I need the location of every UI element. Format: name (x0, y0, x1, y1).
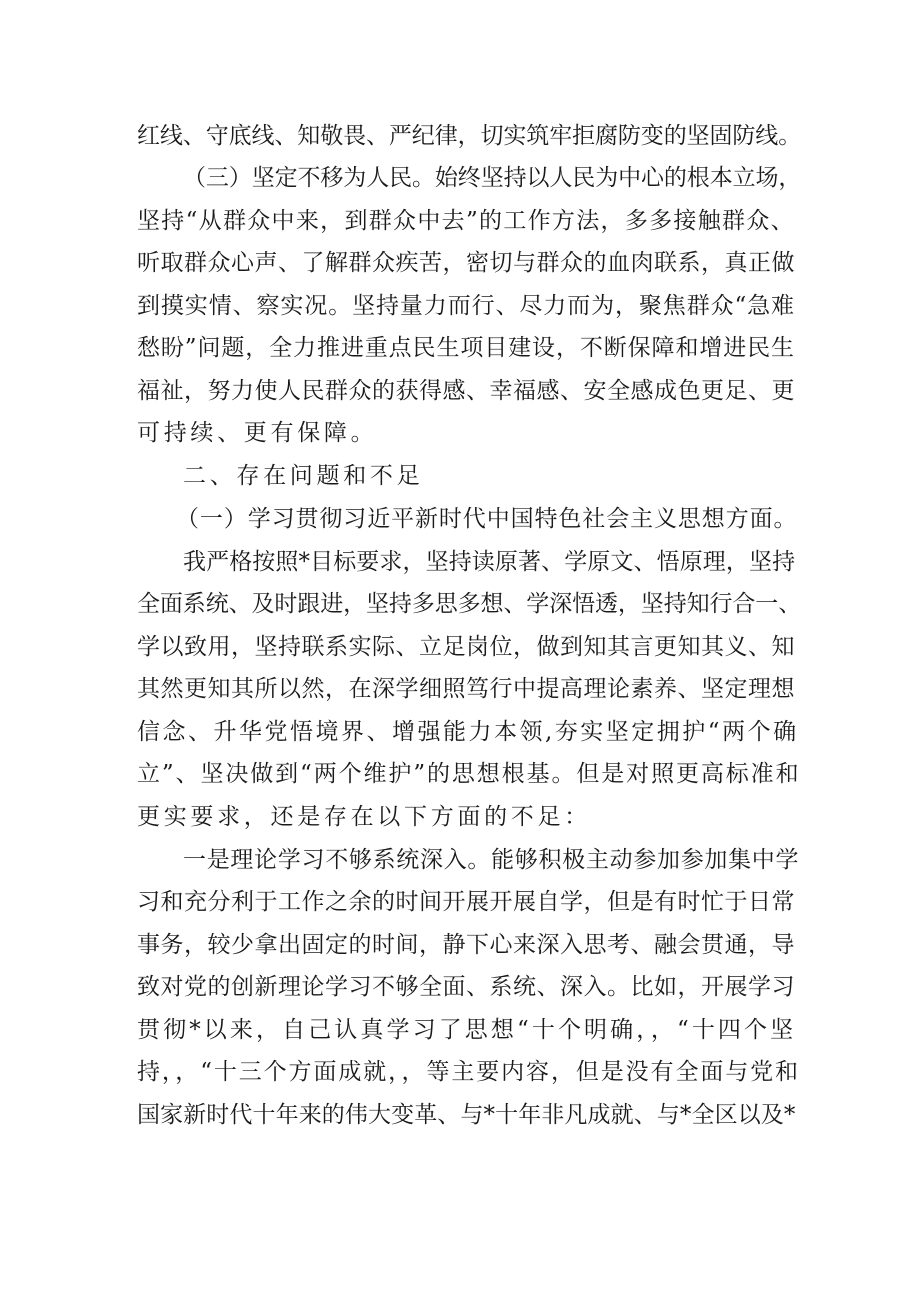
paragraph-line: 信念、升华党悟境界、增强能力本领,夯实坚定拥护“两个确 (137, 719, 799, 745)
paragraph-line: 学以致用，坚持联系实际、立足岗位，做到知其言更知其义、知 (137, 634, 795, 660)
paragraph-line: 持，，“十三个方面成就，，等主要内容，但是没有全面与党和 (137, 1059, 800, 1085)
paragraph-line: 国家新时代十年来的伟大变革、与*十年非凡成就、与*全区以及* (137, 1102, 796, 1128)
paragraph-line: 其然更知其所以然，在深学细照笃行中提高理论素养、坚定理想 (137, 676, 795, 702)
paragraph-line: 全面系统、及时跟进，坚持多思多想、学深悟透，坚持知行合一、 (137, 591, 802, 617)
paragraph-line: 更实要求，还是存在以下方面的不足： (137, 804, 591, 830)
paragraph-line: 致对党的创新理论学习不够全面、系统、深入。比如，开展学习 (137, 974, 795, 1000)
paragraph-line: 事务，较少拿出固定的时间，静下心来深入思考、融会贯通，导 (137, 932, 795, 958)
paragraph-line: 贯彻*以来，自己认真学习了思想“十个明确，，“十四个坚 (137, 1017, 797, 1043)
paragraph-line: 红线、守底线、知敬畏、严纪律，切实筑牢拒腐防变的坚固防线。 (137, 123, 802, 149)
section-heading: 二、存在问题和不足 (183, 463, 424, 489)
paragraph-line: 听取群众心声、了解群众疾苦，密切与群众的血肉联系，真正做 (137, 250, 795, 276)
paragraph-line: 一是理论学习不够系统深入。能够积极主动参加参加集中学 (183, 847, 800, 873)
paragraph-line: 习和充分利于工作之余的时间开展开展自学，但是有时忙于日常 (137, 889, 795, 915)
paragraph-line: 坚持“从群众中来，到群众中去”的工作方法，多多接触群众、 (137, 208, 795, 234)
subsection-heading: （一）学习贯彻习近平新时代中国特色社会主义思想方面。 (176, 506, 798, 532)
paragraph-line: 可持续、更有保障。 (137, 420, 378, 446)
paragraph-line: 愁盼”问题，全力推进重点民生项目建设，不断保障和增进民生 (137, 335, 795, 361)
paragraph-line: 我严格按照*目标要求，坚持读原著、学原文、悟原理，坚持 (183, 549, 796, 575)
paragraph-line: 立”、坚决做到“两个维护”的思想根基。但是对照更高标准和 (137, 761, 801, 787)
paragraph-line: 福祉，努力使人民群众的获得感、幸福感、安全感成色更足、更 (137, 378, 795, 404)
paragraph-line: 到摸实情、察实况。坚持量力而行、尽力而为，聚焦群众“急难 (137, 293, 795, 319)
section-heading-line: （三）坚定不移为人民。始终坚持以人民为中心的根本立场， (183, 165, 802, 191)
